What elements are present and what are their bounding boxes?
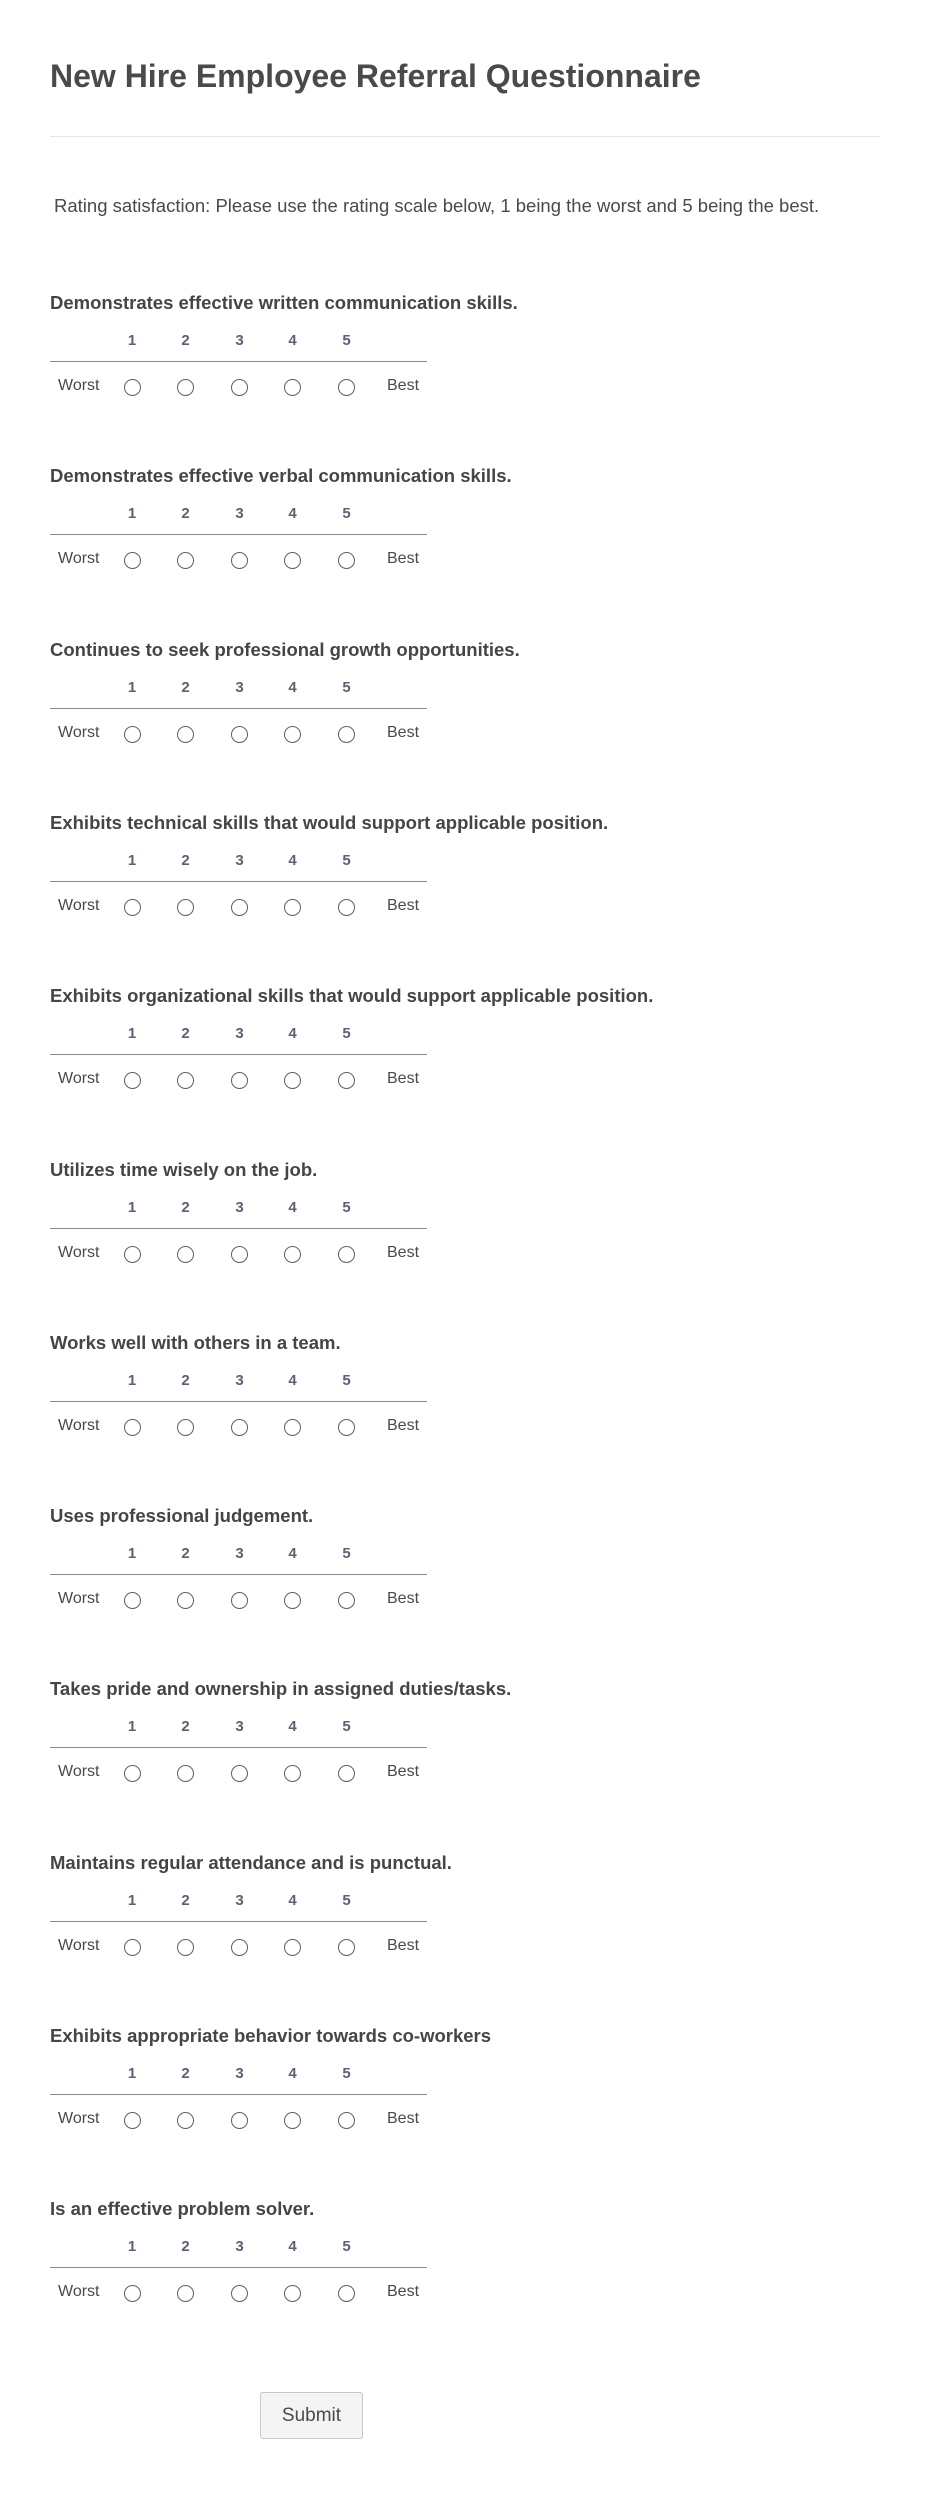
scale-number: 1	[127, 2065, 137, 2082]
rating-radio-4[interactable]	[284, 552, 301, 569]
scale-number: 3	[235, 1545, 244, 1563]
scale-number: 3	[235, 851, 244, 869]
scale-divider	[50, 881, 427, 882]
scale-number: 4	[288, 2238, 297, 2256]
question-label: Continues to seek professional growth opportunities.	[50, 638, 520, 660]
rating-radio-1[interactable]	[124, 726, 141, 743]
rating-instructions: Rating satisfaction: Please use the rating scale below, 1 being the worst and 5 being the best.	[54, 195, 820, 216]
rating-scale	[50, 1545, 427, 1608]
rating-radio-2[interactable]	[177, 1592, 194, 1609]
rating-radio-5[interactable]	[338, 1419, 355, 1436]
rating-scale	[50, 1372, 427, 1432]
best-label: Best	[387, 723, 420, 741]
scale-number: 4	[288, 332, 297, 349]
rating-radio-3[interactable]	[231, 2112, 248, 2129]
title-divider	[50, 136, 880, 137]
rating-radio-2[interactable]	[177, 899, 194, 916]
rating-radio-4[interactable]	[284, 726, 301, 743]
rating-scale	[50, 1892, 427, 1952]
rating-question	[50, 292, 518, 422]
rating-radio-1[interactable]	[124, 379, 141, 396]
rating-question	[50, 985, 654, 1115]
scale-number: 3	[235, 505, 244, 523]
rating-radio-3[interactable]	[231, 2285, 248, 2302]
scale-number: 2	[181, 1198, 190, 1216]
rating-question	[50, 1332, 470, 1462]
rating-radio-1[interactable]	[124, 1072, 141, 1089]
scale-number: 4	[288, 2065, 297, 2082]
rating-radio-1[interactable]	[124, 899, 141, 916]
scale-number: 5	[342, 1371, 351, 1389]
scale-number: 4	[288, 678, 297, 696]
scale-number: 4	[288, 1198, 297, 1216]
scale-number: 1	[127, 505, 137, 523]
scale-number: 2	[181, 1718, 190, 1736]
scale-number: 5	[342, 2065, 351, 2082]
scale-number: 4	[288, 1371, 297, 1389]
rating-radio-4[interactable]	[284, 1592, 301, 1609]
rating-question	[50, 811, 609, 942]
worst-label: Worst	[58, 1243, 100, 1261]
scale-number: 4	[288, 505, 297, 523]
best-label: Best	[387, 1070, 420, 1088]
rating-scale	[50, 1199, 427, 1259]
worst-label: Worst	[58, 723, 100, 741]
rating-scale	[50, 852, 427, 912]
worst-label: Worst	[58, 1416, 100, 1434]
rating-radio-1[interactable]	[124, 1765, 141, 1782]
scale-number: 1	[127, 851, 137, 869]
rating-radio-5[interactable]	[338, 1765, 355, 1782]
question-label: Exhibits appropriate behavior towards co-workers	[50, 2025, 492, 2046]
scale-number: 1	[127, 1718, 137, 1736]
scale-number: 2	[181, 1545, 190, 1563]
scale-number: 5	[342, 1198, 351, 1216]
scale-divider	[50, 1747, 427, 1748]
worst-label: Worst	[58, 896, 100, 914]
scale-number: 4	[288, 1545, 297, 1563]
scale-number: 1	[127, 1025, 137, 1043]
scale-divider	[50, 534, 427, 535]
rating-radio-2[interactable]	[177, 1419, 194, 1436]
rating-radio-1[interactable]	[124, 1246, 141, 1263]
rating-radio-5[interactable]	[338, 552, 355, 569]
scale-number: 5	[342, 332, 351, 349]
rating-question	[50, 1678, 512, 1808]
rating-radio-4[interactable]	[284, 1419, 301, 1436]
rating-radio-1[interactable]	[124, 2112, 141, 2129]
rating-radio-3[interactable]	[231, 552, 248, 569]
worst-label: Worst	[58, 2283, 100, 2301]
scale-number: 4	[288, 1891, 297, 1909]
rating-radio-4[interactable]	[284, 379, 301, 396]
best-label: Best	[387, 1936, 420, 1954]
best-label: Best	[387, 1243, 420, 1261]
scale-number: 3	[235, 2065, 244, 2082]
scale-divider	[50, 1921, 427, 1922]
scale-number: 3	[235, 1891, 244, 1909]
rating-radio-3[interactable]	[231, 1246, 248, 1263]
rating-radio-2[interactable]	[177, 1072, 194, 1089]
scale-divider	[50, 361, 427, 362]
scale-number: 5	[342, 1025, 351, 1043]
rating-scale	[50, 1025, 427, 1088]
rating-radio-3[interactable]	[231, 379, 248, 396]
worst-label: Worst	[58, 1070, 100, 1088]
question-label: Is an effective problem solver.	[50, 2198, 315, 2220]
rating-scale	[50, 2238, 427, 2301]
worst-label: Worst	[58, 1936, 100, 1954]
rating-radio-1[interactable]	[124, 1939, 141, 1956]
rating-radio-3[interactable]	[231, 1765, 248, 1782]
scale-number: 2	[181, 1371, 190, 1389]
rating-question	[50, 638, 520, 769]
rating-radio-5[interactable]	[338, 1072, 355, 1089]
scale-divider	[50, 2267, 427, 2268]
best-label: Best	[387, 2110, 420, 2127]
rating-radio-2[interactable]	[177, 1246, 194, 1263]
best-label: Best	[387, 377, 420, 394]
rating-radio-5[interactable]	[338, 1246, 355, 1263]
scale-number: 3	[235, 1025, 244, 1043]
rating-question	[50, 1505, 470, 1635]
scale-number: 4	[288, 851, 297, 869]
scale-number: 1	[127, 1371, 137, 1389]
rating-scale	[50, 505, 427, 568]
scale-number: 4	[288, 1025, 297, 1043]
scale-number: 1	[127, 1198, 137, 1216]
rating-radio-3[interactable]	[231, 1592, 248, 1609]
scale-divider	[50, 1228, 427, 1229]
question-label: Utilizes time wisely on the job.	[50, 1158, 318, 1180]
scale-number: 3	[235, 1198, 244, 1216]
scale-number: 5	[342, 505, 351, 523]
best-label: Best	[387, 1763, 420, 1781]
worst-label: Worst	[58, 550, 100, 568]
scale-number: 2	[181, 851, 190, 869]
rating-radio-2[interactable]	[177, 552, 194, 569]
rating-question	[50, 1852, 470, 1982]
rating-radio-3[interactable]	[231, 726, 248, 743]
question-label: Works well with others in a team.	[50, 1331, 341, 1353]
rating-radio-1[interactable]	[124, 1592, 141, 1609]
rating-radio-3[interactable]	[231, 1419, 248, 1436]
question-label: Maintains regular attendance and is punctual.	[50, 1851, 452, 1873]
scale-number: 1	[127, 2238, 137, 2256]
question-label: Exhibits organizational skills that would support applicable position.	[50, 985, 654, 1007]
question-label: Exhibits technical skills that would support applicable position.	[50, 811, 609, 833]
scale-number: 5	[342, 678, 351, 696]
rating-radio-5[interactable]	[338, 379, 355, 396]
scale-number: 2	[181, 332, 190, 349]
scale-number: 5	[342, 1545, 351, 1563]
scale-number: 1	[127, 1891, 137, 1909]
rating-radio-4[interactable]	[284, 1072, 301, 1089]
scale-number: 3	[235, 1718, 244, 1736]
scale-number: 2	[181, 678, 190, 696]
rating-radio-4[interactable]	[284, 2112, 301, 2129]
rating-radio-2[interactable]	[177, 2285, 194, 2302]
scale-number: 1	[127, 1545, 137, 1563]
rating-radio-2[interactable]	[177, 2112, 194, 2129]
best-label: Best	[387, 1416, 420, 1434]
rating-radio-5[interactable]	[338, 2112, 355, 2129]
worst-label: Worst	[58, 377, 100, 394]
scale-number: 5	[342, 1718, 351, 1736]
scale-number: 2	[181, 1891, 190, 1909]
worst-label: Worst	[58, 1590, 100, 1608]
scale-number: 5	[342, 2238, 351, 2256]
scale-number: 2	[181, 505, 190, 523]
rating-scale	[50, 679, 427, 739]
rating-radio-5[interactable]	[338, 1939, 355, 1956]
worst-label: Worst	[58, 2110, 100, 2127]
scale-divider	[50, 1054, 427, 1055]
scale-number: 1	[127, 332, 137, 349]
form-title: New Hire Employee Referral Questionnaire	[50, 58, 701, 94]
best-label: Best	[387, 550, 420, 568]
best-label: Best	[387, 1590, 420, 1608]
rating-scale	[50, 332, 427, 392]
rating-radio-5[interactable]	[338, 726, 355, 743]
scale-number: 5	[342, 1891, 351, 1909]
best-label: Best	[387, 2283, 420, 2301]
best-label: Best	[387, 896, 420, 914]
rating-radio-3[interactable]	[231, 1939, 248, 1956]
rating-radio-3[interactable]	[231, 899, 248, 916]
rating-radio-4[interactable]	[284, 1939, 301, 1956]
rating-radio-5[interactable]	[338, 899, 355, 916]
rating-radio-4[interactable]	[284, 1246, 301, 1263]
scale-number: 3	[235, 332, 244, 349]
rating-question	[50, 2198, 470, 2328]
question-label: Demonstrates effective verbal communication skills.	[50, 465, 512, 487]
scale-divider	[50, 2094, 427, 2095]
scale-number: 1	[127, 678, 137, 696]
rating-radio-4[interactable]	[284, 1765, 301, 1782]
question-label: Takes pride and ownership in assigned duties/tasks.	[50, 1678, 512, 1700]
rating-scale	[50, 1718, 427, 1781]
rating-question	[50, 2025, 492, 2155]
scale-number: 3	[235, 1371, 244, 1389]
scale-number: 2	[181, 2065, 190, 2082]
rating-scale	[50, 2065, 427, 2125]
rating-radio-2[interactable]	[177, 1939, 194, 1956]
question-label: Uses professional judgement.	[50, 1505, 314, 1527]
rating-radio-1[interactable]	[124, 1419, 141, 1436]
rating-radio-2[interactable]	[177, 726, 194, 743]
scale-number: 3	[235, 2238, 244, 2256]
rating-radio-2[interactable]	[177, 1765, 194, 1782]
scale-divider	[50, 1401, 427, 1402]
scale-number: 2	[181, 2238, 190, 2256]
scale-number: 4	[288, 1718, 297, 1736]
submit-button[interactable]: Submit	[260, 2392, 363, 2439]
rating-radio-5[interactable]	[338, 2285, 355, 2302]
rating-radio-4[interactable]	[284, 899, 301, 916]
scale-number: 2	[181, 1025, 190, 1043]
rating-radio-2[interactable]	[177, 379, 194, 396]
rating-radio-1[interactable]	[124, 2285, 141, 2302]
rating-radio-4[interactable]	[284, 2285, 301, 2302]
question-label: Demonstrates effective written communication skills.	[50, 292, 518, 313]
scale-number: 5	[342, 851, 351, 869]
rating-question	[50, 465, 512, 595]
scale-divider	[50, 1574, 427, 1575]
scale-number: 3	[235, 678, 244, 696]
rating-radio-1[interactable]	[124, 552, 141, 569]
rating-radio-3[interactable]	[231, 1072, 248, 1089]
rating-question	[50, 1159, 470, 1289]
scale-divider	[50, 708, 427, 709]
worst-label: Worst	[58, 1763, 100, 1781]
rating-radio-5[interactable]	[338, 1592, 355, 1609]
